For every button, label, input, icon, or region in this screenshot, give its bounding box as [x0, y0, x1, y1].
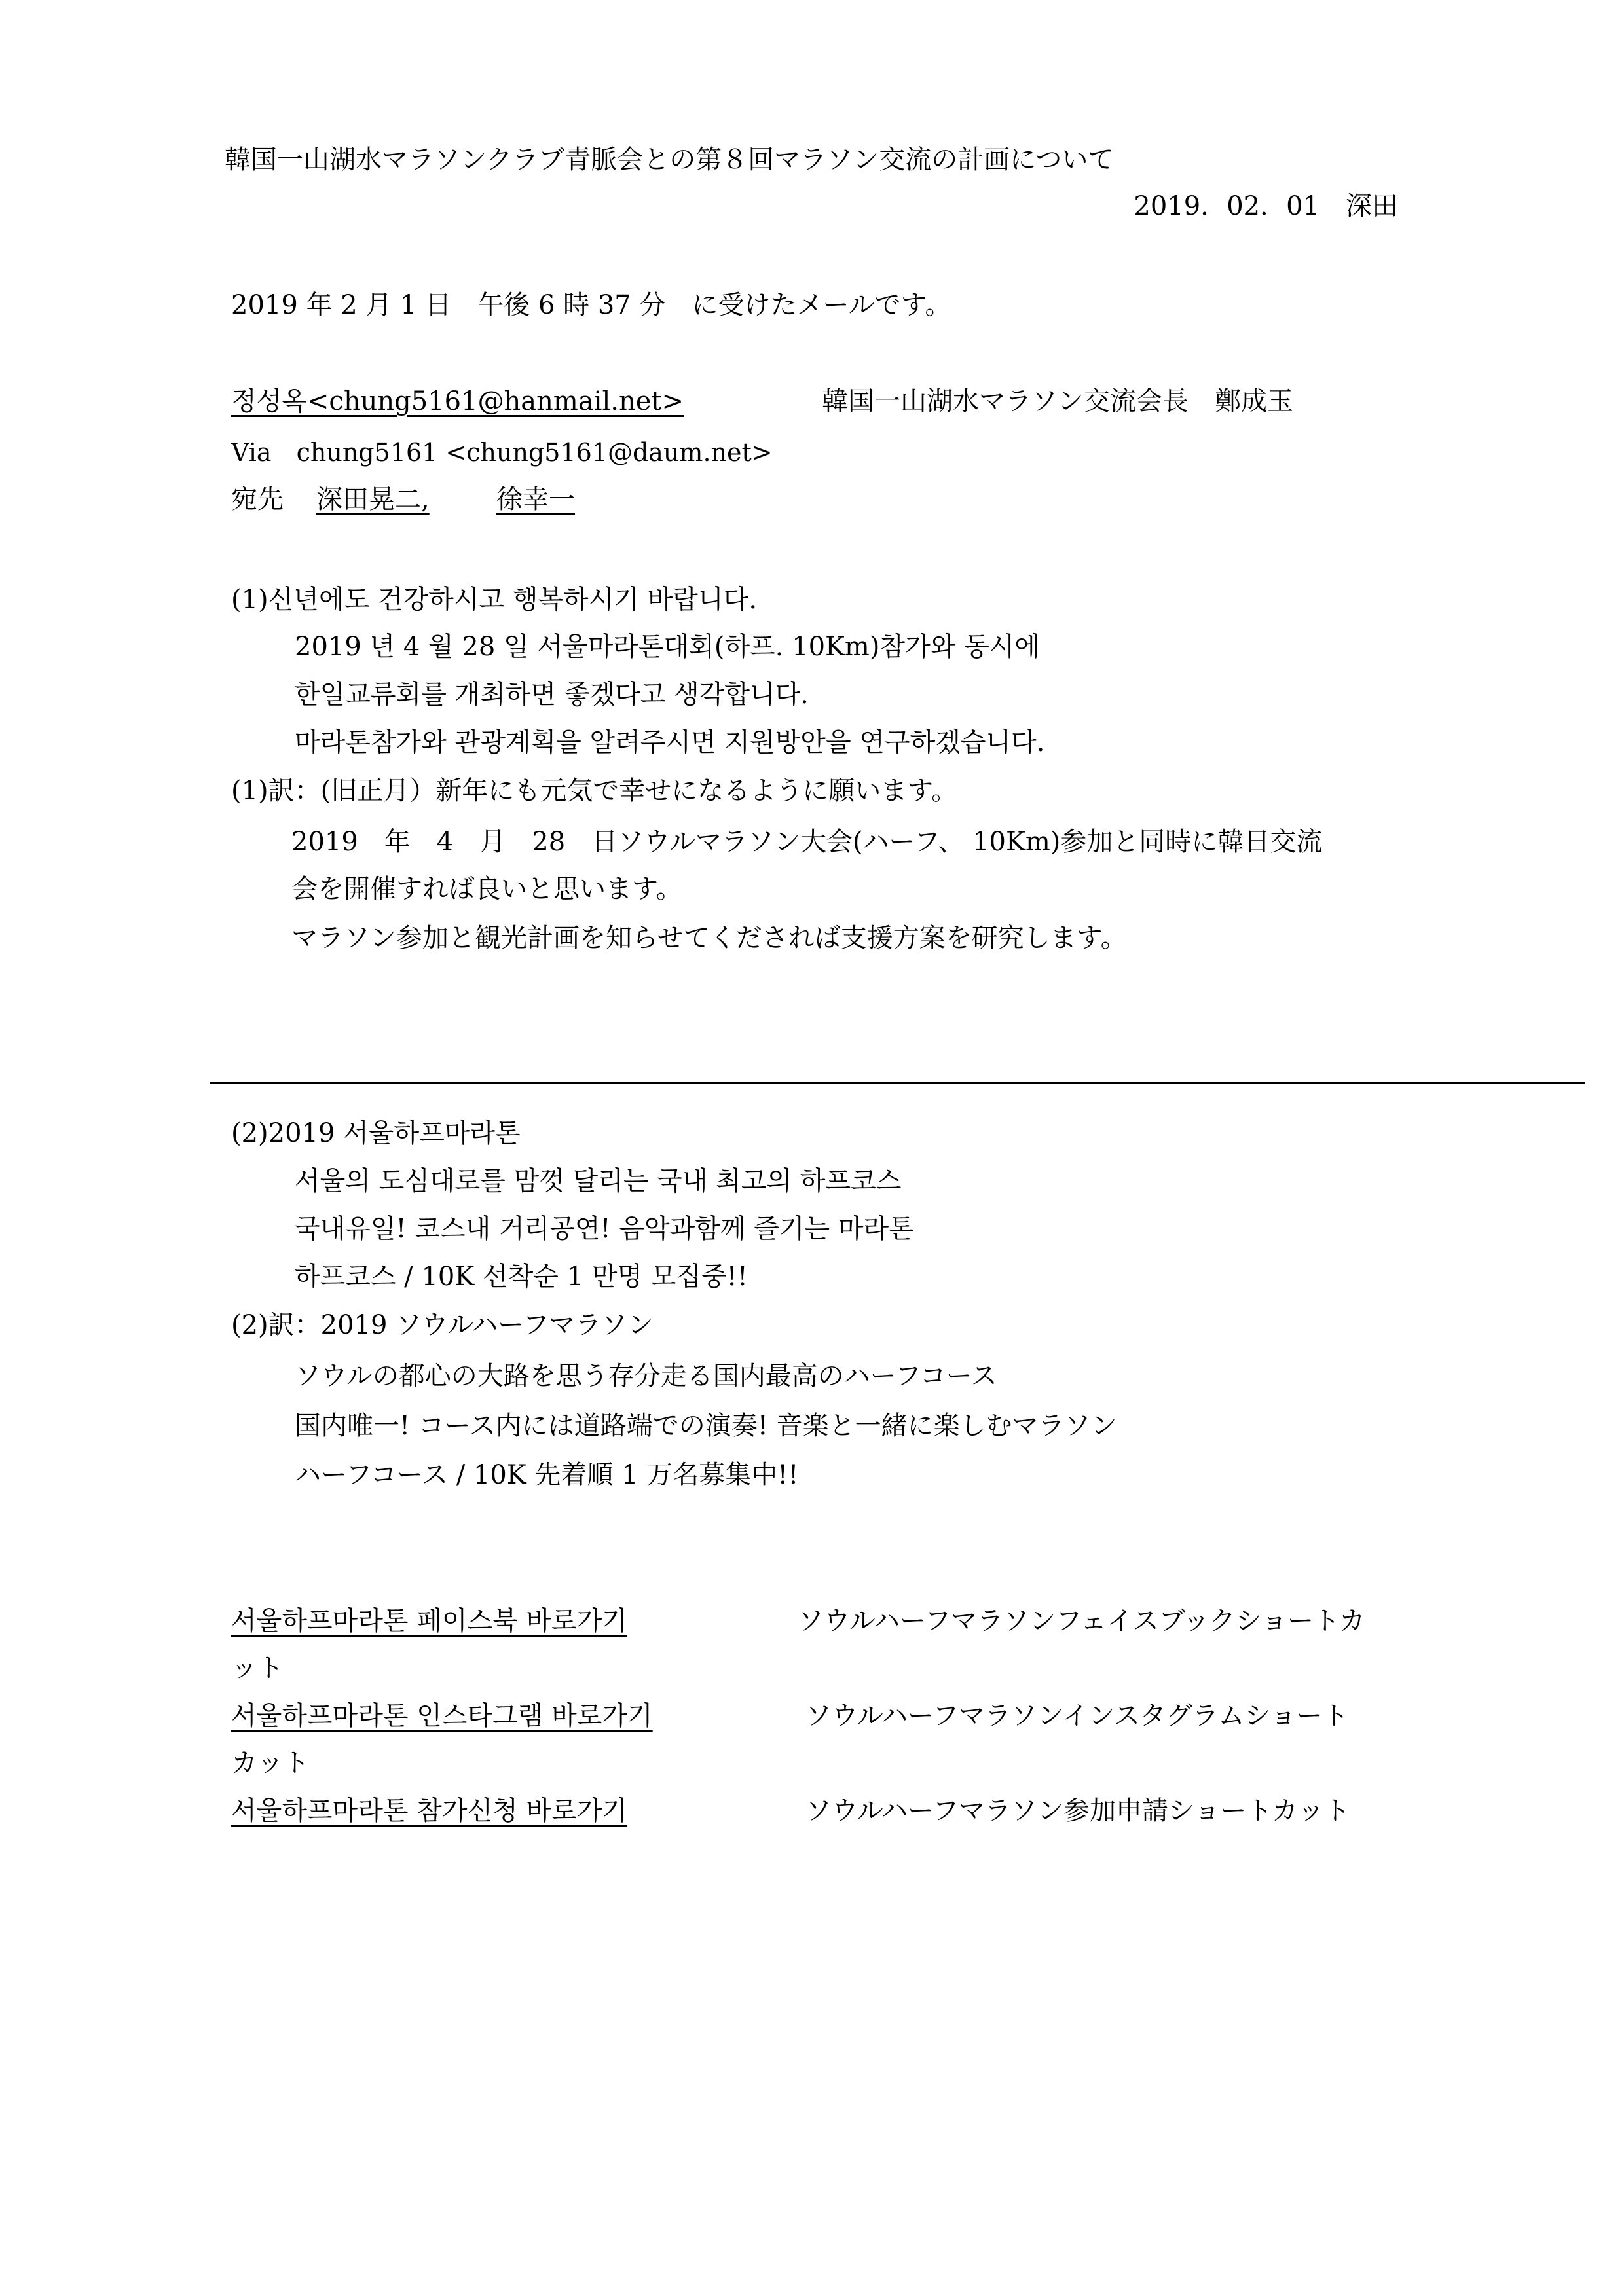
- section-2-japanese-line-2: ソウルの都心の大路を思う存分走る国内最高のハーフコース: [295, 1361, 997, 1391]
- section-1-korean-line-3: 한일교류회를 개최하면 좋겠다고 생각합니다.: [295, 680, 809, 710]
- section-1-korean-line-2: 2019 년 4 월 28 일 서울마라톤대회(하프. 10Km)참가와 동시에: [295, 632, 1041, 662]
- registration-shortcut-link[interactable]: 서울하프마라톤 참가신청 바로가기: [231, 1796, 628, 1826]
- document-date-author: 2019．02．01 深田: [1134, 191, 1398, 221]
- section-2-japanese-line-4: ハーフコース / 10K 先着順 1 万名募集中!!: [295, 1460, 799, 1490]
- section-2-korean-line-1: (2)2019 서울하프마라톤: [231, 1118, 521, 1148]
- facebook-shortcut-translation-1: ソウルハーフマラソンフェイスブックショートカ: [798, 1606, 1365, 1636]
- section-1-korean-line-4: 마라톤참가와 관광계획을 알려주시면 지원방안을 연구하겠습니다.: [295, 727, 1045, 757]
- section-1-korean-line-1: (1)신년에도 건강하시고 행복하시기 바랍니다.: [231, 585, 758, 615]
- recipient-label: 宛先: [231, 484, 284, 515]
- section-1-japanese-line-3: 会を開催すれば良いと思います。: [291, 874, 682, 904]
- section-1-japanese-line-4: マラソン参加と観光計画を知らせてくだされば支援方案を研究します。: [291, 923, 1127, 953]
- sender-email-link[interactable]: 정성옥<chung5161@hanmail.net>: [231, 386, 684, 416]
- instagram-shortcut-link[interactable]: 서울하프마라톤 인스타그램 바로가기: [231, 1701, 653, 1731]
- instagram-shortcut-translation-2: カット: [231, 1748, 310, 1778]
- section-1-japanese-line-2: 2019 年 4 月 28 日ソウルマラソン大会(ハーフ、 10Km)参加と同時に韓日交流: [291, 827, 1323, 857]
- section-2-korean-line-2: 서울의 도심대로를 맘껏 달리는 국내 최고의 하프코스: [295, 1166, 902, 1196]
- recipient-2-link[interactable]: 徐幸一: [496, 484, 575, 515]
- instagram-shortcut-translation-1: ソウルハーフマラソンインスタグラムショート: [805, 1701, 1349, 1731]
- section-2-korean-line-4: 하프코스 / 10K 선착순 1 만명 모집중!!: [295, 1262, 748, 1292]
- section-1-japanese-line-1: (1)訳：(旧正月）新年にも元気で幸せになるように願います。: [231, 776, 958, 806]
- section-2-japanese-line-3: 国内唯一! コース内には道路端での演奏! 音楽と一緒に楽しむマラソン: [295, 1411, 1117, 1441]
- registration-shortcut-translation: ソウルハーフマラソン参加申請ショートカット: [805, 1796, 1350, 1826]
- recipient-1-link[interactable]: 深田晃二,: [316, 484, 430, 515]
- section-2-japanese-line-1: (2)訳：2019 ソウルハーフマラソン: [231, 1310, 654, 1340]
- section-divider: [210, 1082, 1585, 1084]
- sender-role: 韓国一山湖水マラソン交流会長 鄭成玉: [822, 386, 1293, 416]
- received-info: 2019 年 2 月 1 日 午後 6 時 37 分 に受けたメールです。: [231, 290, 951, 320]
- via-address: Via chung5161 <chung5161@daum.net>: [231, 438, 773, 467]
- document-title: 韓国一山湖水マラソンクラブ青脈会との第８回マラソン交流の計画について: [225, 145, 1115, 175]
- section-2-korean-line-3: 국내유일! 코스내 거리공연! 음악과함께 즐기는 마라톤: [295, 1214, 914, 1244]
- facebook-shortcut-translation-2: ット: [231, 1653, 284, 1683]
- facebook-shortcut-link[interactable]: 서울하프마라톤 페이스북 바로가기: [231, 1606, 628, 1636]
